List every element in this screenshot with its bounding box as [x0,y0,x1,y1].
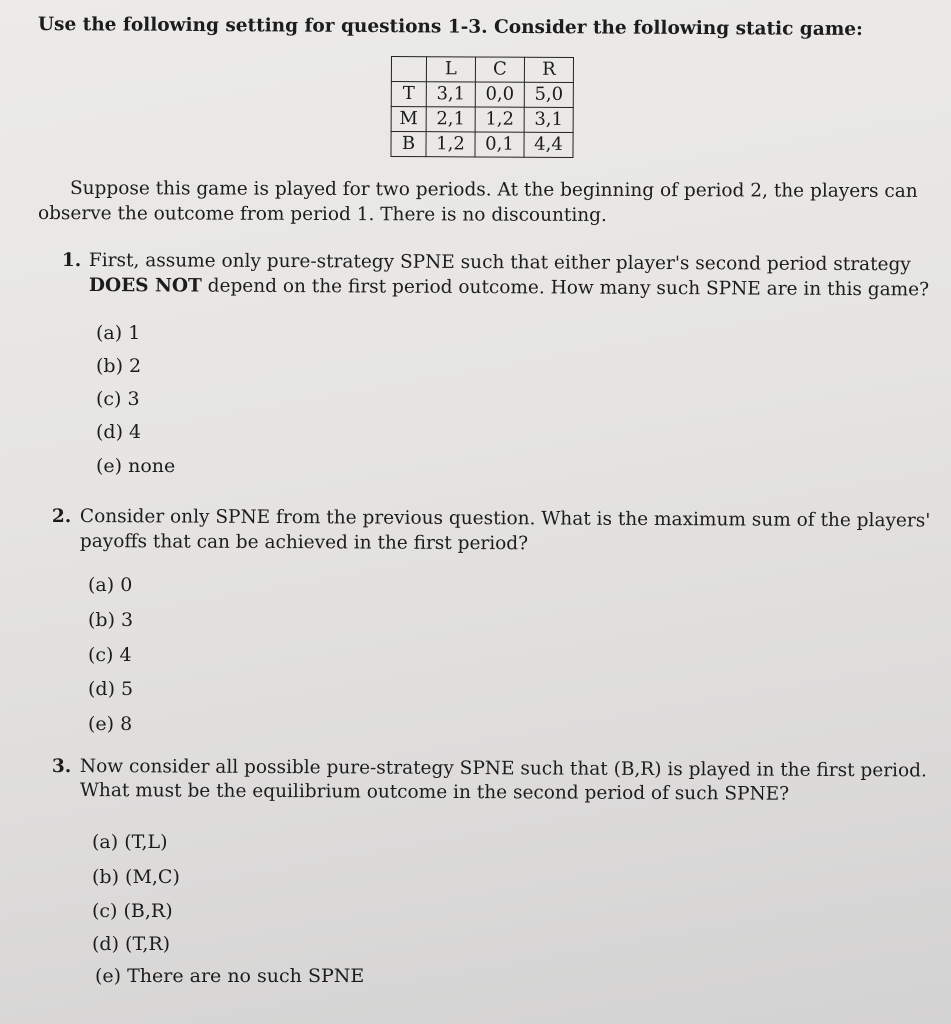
payoff-cell: 4,4 [524,132,573,157]
payoff-cell: 1,2 [475,107,524,132]
q3-option-e: (e) There are no such SPNE [95,965,365,987]
payoff-row-header: T [391,82,426,107]
question-2-line-1: Consider only SPNE from the previous question. What is the maximum sum of the players' [79,506,931,532]
question-3-line-1: Now consider all possible pure-strategy SPNE such that (B,R) is played in the first period. [79,756,927,782]
payoff-row [391,132,573,158]
question-1-emphasis: DOES NOT [88,275,202,297]
q3-option-d: (d) (T,R) [92,933,171,955]
question-2-line-2: payoffs that can be achieved in the first period? [79,531,529,555]
payoff-cell: 2,1 [426,107,475,132]
q2-option-e: (e) 8 [88,713,133,735]
q2-option-d: (d) 5 [88,678,134,700]
payoff-cell: 0,0 [475,82,524,107]
question-1-number: 1. [61,250,82,272]
payoff-cell: 3,1 [524,107,573,132]
payoff-cell: 3,1 [426,82,475,107]
payoff-col-header: L [426,57,475,82]
question-3-line-2: What must be the equilibrium outcome in the second period of such SPNE? [79,780,790,805]
payoff-cell: 1,2 [426,132,475,157]
q2-option-c: (c) 4 [88,644,132,666]
setup-line-1: Suppose this game is played for two periods. At the beginning of period 2, the players can [69,178,918,202]
payoff-row-header: B [391,132,426,157]
intro-text: Use the following setting for questions 1-3. Consider the following static game: [37,14,864,41]
q1-option-b: (b) 2 [96,355,142,377]
payoff-col-header: C [475,57,524,82]
question-1-line-2 [89,275,929,300]
q3-option-a: (a) (T,L) [92,831,168,853]
q3-option-c: (c) (B,R) [92,900,173,922]
q3-option-b: (b) (M,C) [92,866,180,888]
payoff-cell: 0,1 [475,132,524,157]
payoff-col-header: R [524,57,573,82]
payoff-row [391,107,573,133]
q2-option-a: (a) 0 [88,574,133,596]
setup-line-2: observe the outcome from period 1. There is no discounting. [37,203,607,226]
q2-option-b: (b) 3 [88,609,134,631]
q1-option-c: (c) 3 [96,388,140,410]
payoff-header-row [391,57,573,83]
question-1-line-1: First, assume only pure-strategy SPNE such that either player's second period strategy [88,250,911,276]
payoff-row-header: M [391,107,426,132]
payoff-cell: 5,0 [524,82,573,107]
q1-option-d: (d) 4 [96,421,142,443]
payoff-row [391,82,573,108]
question-1-line-2-rest: depend on the first period outcome. How many such SPNE are in this game? [201,275,930,301]
question-3-number: 3. [51,756,72,778]
q1-option-a: (a) 1 [96,322,141,344]
payoff-corner-cell [391,57,426,82]
question-2-number: 2. [51,506,72,528]
q1-option-e: (e) none [96,455,176,477]
payoff-matrix [390,56,574,158]
